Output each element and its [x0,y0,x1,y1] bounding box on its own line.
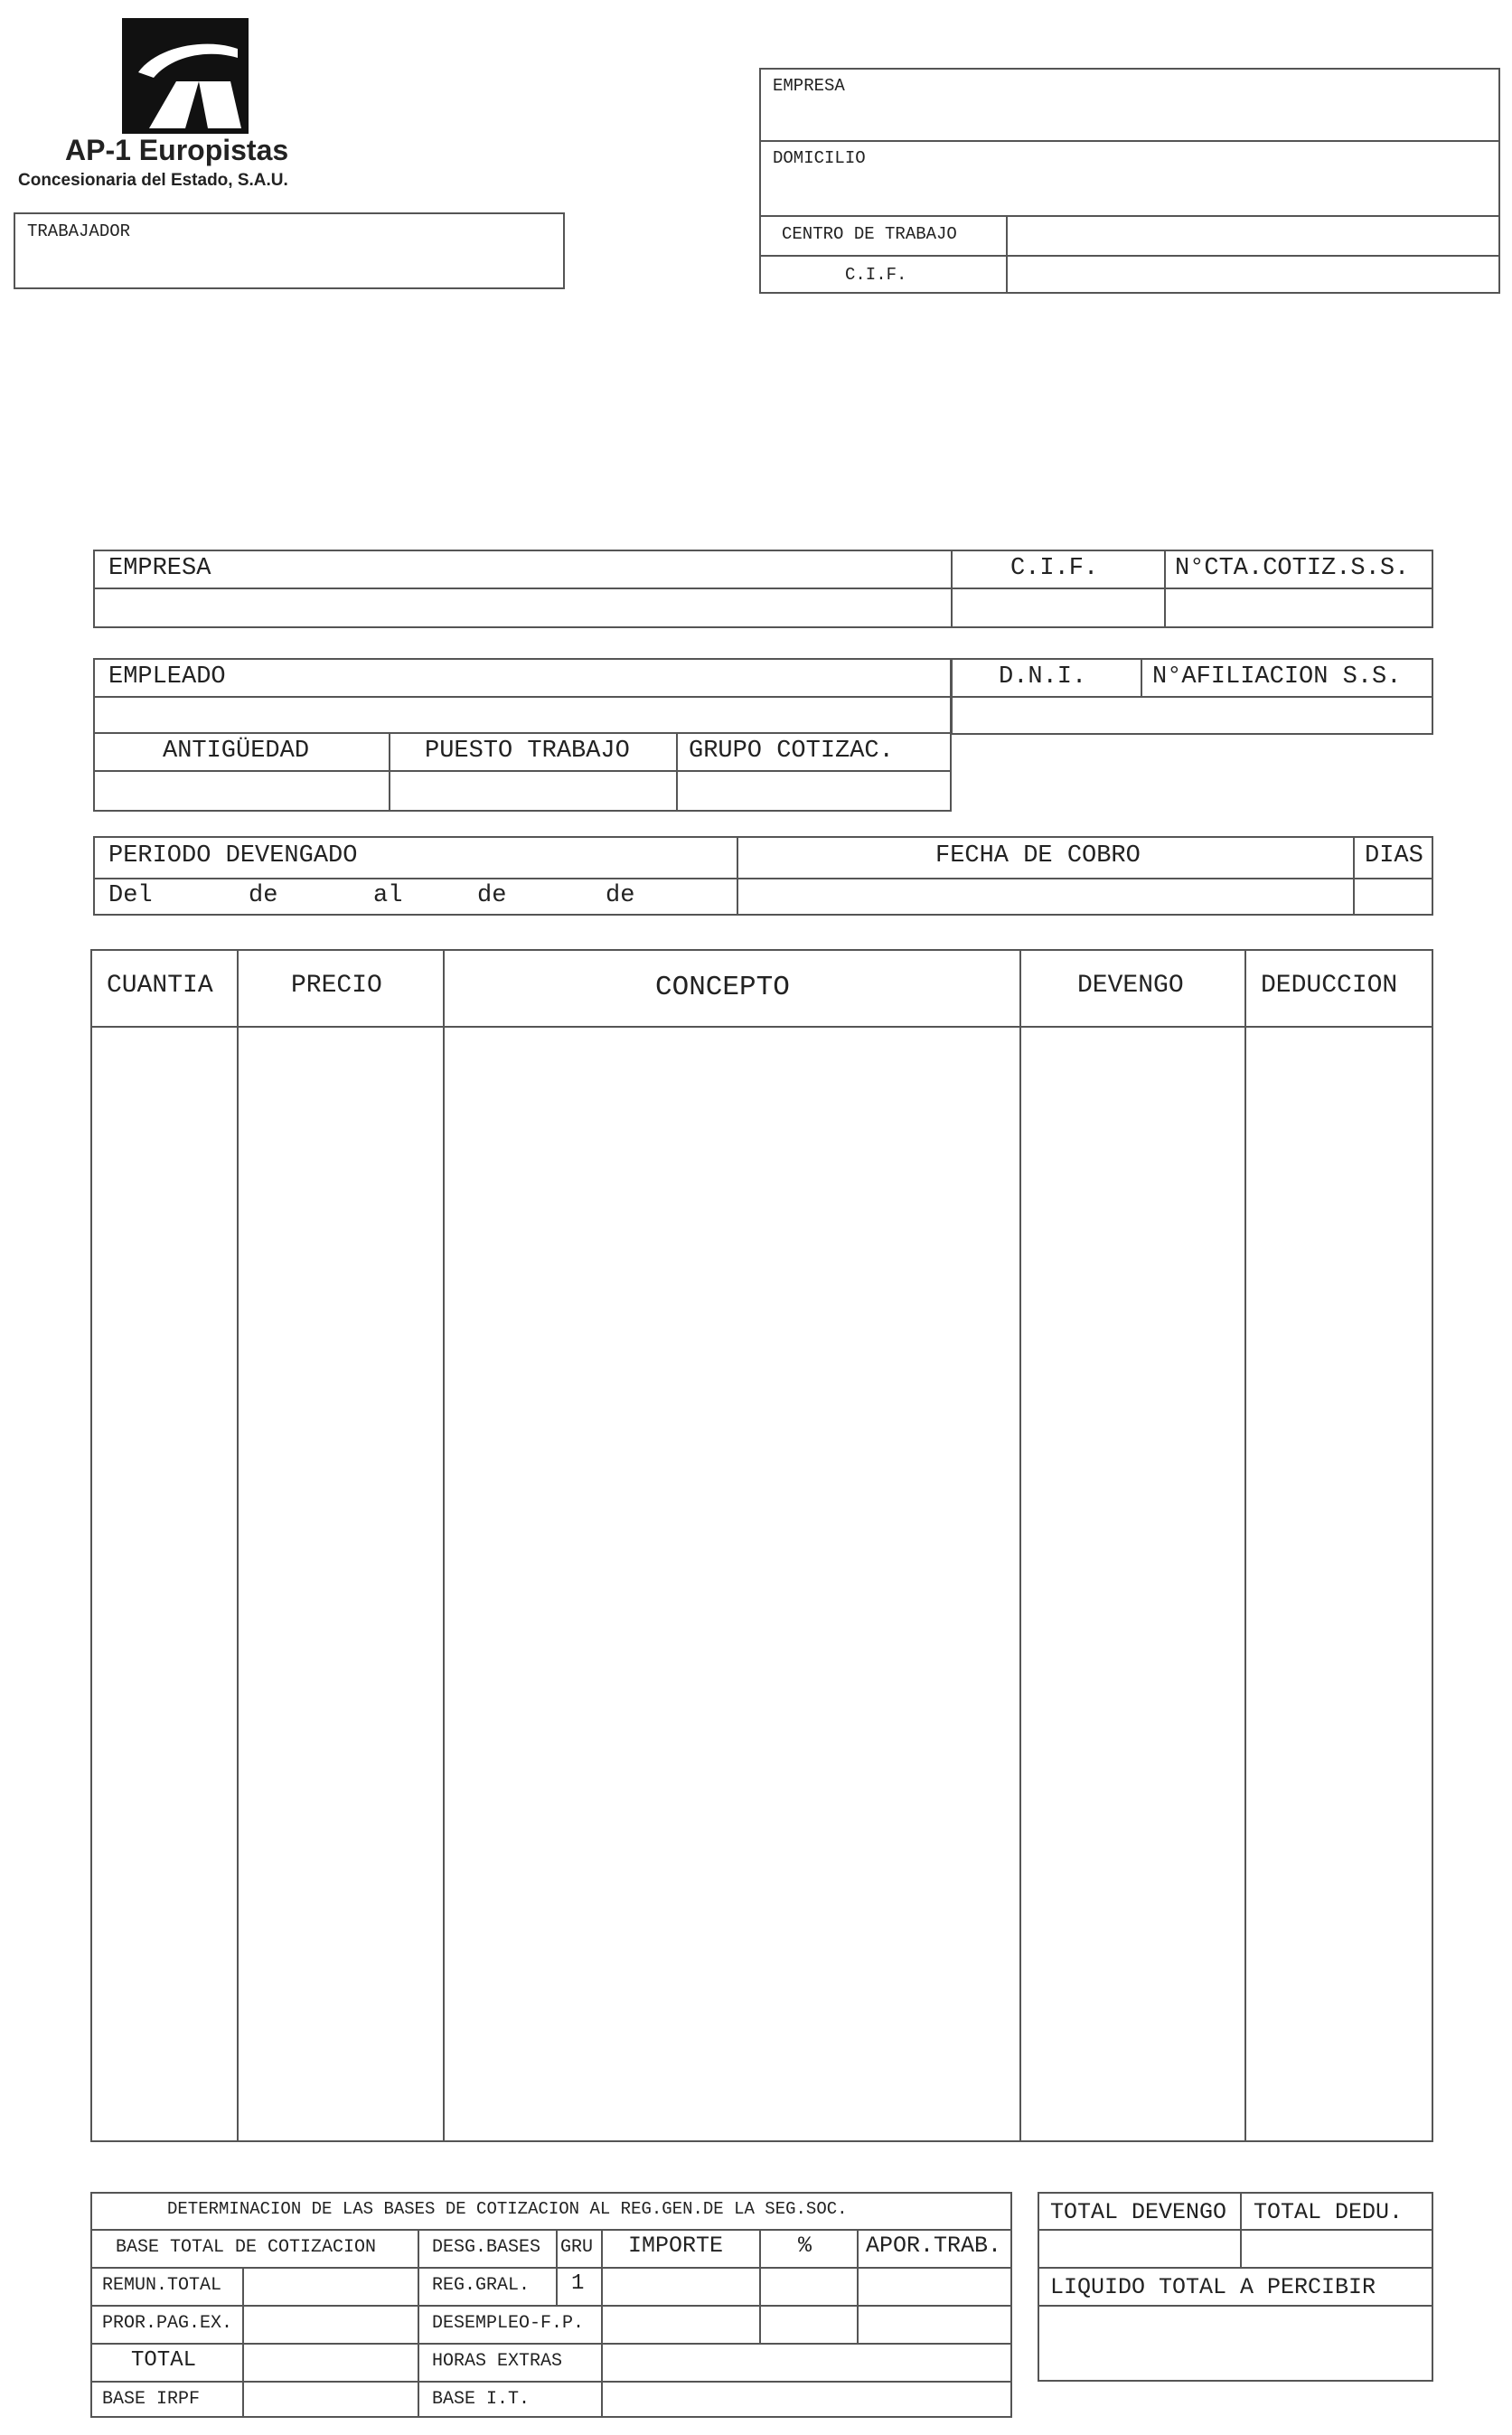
fecha-cobro-label: FECHA DE COBRO [935,842,1141,870]
company-subtitle: Concesionaria del Estado, S.A.U. [18,171,288,190]
horas-extras-label: HORAS EXTRAS [432,2351,563,2372]
header-domicilio-label: DOMICILIO [773,148,866,168]
base-it-label: BASE I.T. [432,2389,531,2410]
liquido-total-label: LIQUIDO TOTAL A PERCIBIR [1050,2274,1376,2300]
apor-trab-label: APOR.TRAB. [866,2233,1002,2259]
header-empresa-label: EMPRESA [773,76,845,96]
periodo-de2-label: de [477,882,507,909]
periodo-de3-label: de [606,882,635,909]
concepts-table [90,949,1433,2142]
pror-pag-ex-label: PROR.PAG.EX. [102,2313,233,2334]
empleado-label: EMPLEADO [108,663,226,691]
col-devengo-header: DEVENGO [1077,972,1184,1000]
company-header-box [759,68,1500,294]
pct-label: % [798,2233,812,2259]
periodo-al-label: al [373,882,403,909]
puesto-trabajo-label: PUESTO TRABAJO [425,738,630,765]
grupo-cotizac-label: GRUPO COTIZAC. [689,738,894,765]
nafiliacion-label: N°AFILIACION S.S. [1152,663,1402,691]
europistas-logo-icon [122,18,249,134]
bases-title: DETERMINACION DE LAS BASES DE COTIZACION AL REG.GEN.DE LA SEG.SOC. [167,2199,848,2219]
trabajador-label: TRABAJADOR [27,221,131,241]
empresa-label: EMPRESA [108,555,211,582]
empresa-cif-label: C.I.F. [1010,555,1099,582]
reg-gral-gru-value: 1 [571,2271,585,2296]
reg-gral-label: REG.GRAL. [432,2275,531,2296]
col-precio-header: PRECIO [291,972,382,1000]
col-cuantia-header: CUANTIA [107,972,213,1000]
periodo-de1-label: de [249,882,278,909]
periodo-del-label: Del [108,882,153,909]
desempleo-fp-label: DESEMPLEO-F.P. [432,2313,585,2334]
dni-label: D.N.I. [999,663,1087,691]
col-deduccion-header: DEDUCCION [1261,972,1398,1000]
total-label: TOTAL [131,2348,197,2373]
header-centro-trabajo-label: CENTRO DE TRABAJO [782,224,957,244]
base-irpf-label: BASE IRPF [102,2389,201,2410]
remun-total-label: REMUN.TOTAL [102,2275,222,2296]
importe-label: IMPORTE [628,2233,724,2259]
company-logo [122,18,249,134]
base-total-cotizacion-label: BASE TOTAL DE COTIZACION [116,2237,377,2258]
col-concepto-header: CONCEPTO [655,972,790,1003]
total-dedu-label: TOTAL DEDU. [1254,2199,1404,2225]
total-devengo-label: TOTAL DEVENGO [1050,2199,1227,2225]
dias-label: DIAS [1365,842,1423,870]
company-name: AP-1 Europistas [65,134,289,166]
ncta-cotiz-label: N°CTA.COTIZ.S.S. [1175,555,1410,582]
periodo-devengado-label: PERIODO DEVENGADO [108,842,358,870]
antiguedad-label: ANTIGÜEDAD [163,738,310,765]
gru-label: GRU [560,2237,594,2258]
header-cif-label: C.I.F. [845,265,907,285]
desg-bases-label: DESG.BASES [432,2237,541,2258]
